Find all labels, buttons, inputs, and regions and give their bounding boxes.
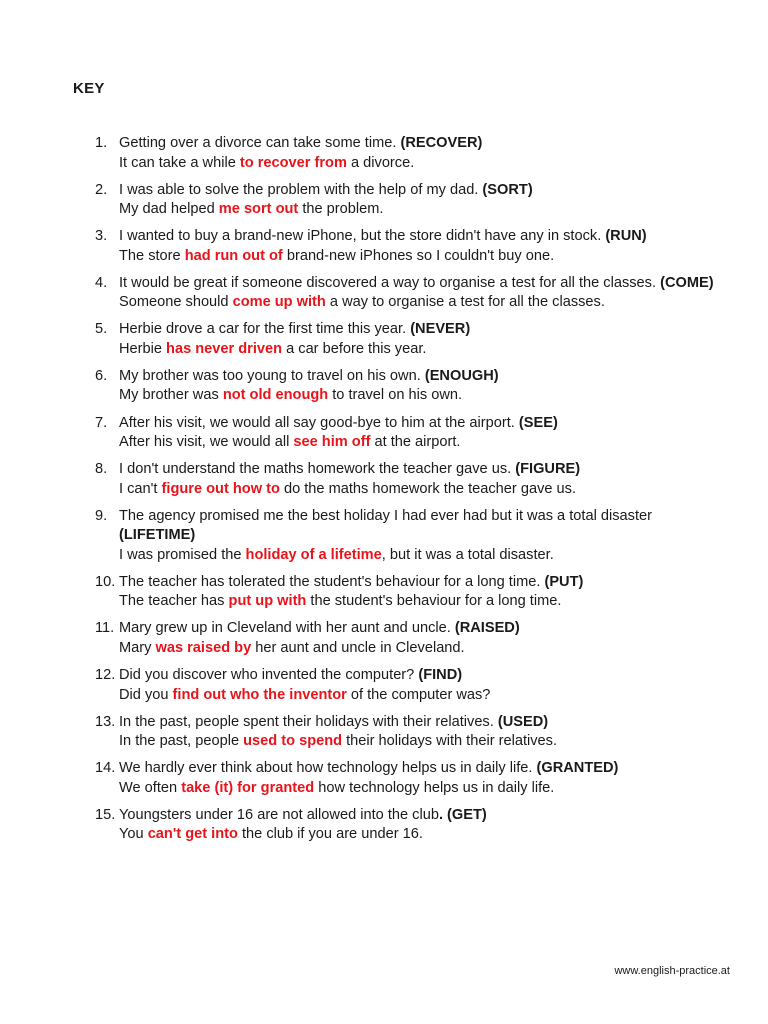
question-text: Did you discover who invented the computer? <box>119 667 419 684</box>
question-text: I don't understand the maths homework the teacher gave us. <box>119 461 516 478</box>
answer-suffix: a divorce. <box>346 154 415 171</box>
list-item <box>0 666 768 705</box>
question-text: In the past, people spent their holidays with their relatives. <box>119 713 498 730</box>
answer-suffix: her aunt and uncle in Cleveland. <box>251 639 465 656</box>
item-number: 14. <box>95 760 116 777</box>
answer-phrase: me sort out <box>218 201 299 218</box>
question-text: Getting over a divorce can take some time. <box>119 135 401 151</box>
answer-phrase: holiday of a lifetime <box>245 546 382 563</box>
item-number: 13. <box>95 713 116 730</box>
answer-suffix: the club if you are under 16. <box>237 826 423 843</box>
list-item <box>0 713 768 752</box>
answer-phrase: not old enough <box>222 387 329 404</box>
item-number: 11. <box>95 620 115 637</box>
answer-prefix: We often <box>119 779 182 796</box>
list-item <box>0 759 768 798</box>
answer-suffix: of the computer was? <box>346 686 491 703</box>
list-item <box>0 414 768 453</box>
answer-prefix: My dad helped <box>119 201 219 218</box>
answer-suffix: a car before this year. <box>282 340 427 357</box>
item-number: 10. <box>95 573 116 590</box>
question-text: It would be great if someone discovered a way to organise a test for all the classes. <box>119 274 661 291</box>
footer-website: www.english-practice.at <box>614 965 730 977</box>
question-text: The agency promised me the best holiday I had ever had but it was a total disaster <box>119 507 652 524</box>
answer-suffix: brand-new iPhones so I couldn't buy one. <box>282 247 555 264</box>
answer-prefix: Did you <box>119 686 173 703</box>
item-number: 2. <box>95 181 108 198</box>
question-text: Mary grew up in Cleveland with her aunt and uncle. <box>119 620 455 637</box>
keyword: (SEE) <box>518 414 558 431</box>
list-item <box>0 573 768 612</box>
keyword: (NEVER) <box>410 321 471 338</box>
keyword: (ENOUGH) <box>424 367 499 384</box>
answer-phrase: take (it) for granted <box>181 779 315 796</box>
answer-suffix: , but it was a total disaster. <box>381 546 554 563</box>
answer-phrase: find out who the inventor <box>172 686 347 703</box>
answer-prefix: It can take a while <box>119 154 240 171</box>
keyword: (FIGURE) <box>515 461 581 478</box>
keyword: (RUN) <box>605 228 647 245</box>
question-text: I was able to solve the problem with the help of my dad. <box>119 181 483 198</box>
answer-suffix: the student's behaviour for a long time. <box>306 593 562 610</box>
list-item <box>0 274 768 313</box>
answer-suffix: at the airport. <box>370 434 461 451</box>
question-text: After his visit, we would all say good-bye to him at the airport. <box>119 414 519 431</box>
keyword: (USED) <box>497 713 549 730</box>
answer-phrase: can't get into <box>147 826 238 843</box>
question-text: My brother was too young to travel on his own. <box>119 367 425 384</box>
page-title: KEY <box>73 80 105 97</box>
answer-suffix: do the maths homework the teacher gave us. <box>279 480 576 497</box>
answer-phrase: has never driven <box>166 340 283 357</box>
answer-phrase: had run out of <box>184 247 283 264</box>
answer-phrase: come up with <box>232 294 326 311</box>
question-text: We hardly ever think about how technology helps us in daily life. <box>119 760 537 777</box>
list-item <box>0 507 768 566</box>
keyword: (SORT) <box>482 181 533 198</box>
keyword: (PUT) <box>544 573 584 590</box>
answer-prefix: You <box>119 826 148 843</box>
answer-prefix: In the past, people <box>119 733 244 750</box>
keyword: (FIND) <box>418 667 463 684</box>
keyword: (GRANTED) <box>536 760 619 777</box>
item-number: 4. <box>95 274 108 291</box>
item-number: 12. <box>95 667 116 684</box>
question-text: The teacher has tolerated the student's behaviour for a long time. <box>119 573 545 590</box>
item-number: 9. <box>95 507 108 524</box>
list-item <box>0 320 768 359</box>
item-number: 15. <box>95 806 116 823</box>
item-number: 5. <box>95 321 108 338</box>
keyword: (RAISED) <box>454 620 520 637</box>
keyword: (RECOVER) <box>400 135 483 151</box>
answer-phrase: used to spend <box>243 733 343 750</box>
item-number: 6. <box>95 367 108 384</box>
answer-phrase: see him off <box>293 434 371 451</box>
answer-phrase: to recover from <box>239 154 347 171</box>
item-number: 3. <box>95 228 108 245</box>
answer-prefix: My brother was <box>119 387 223 404</box>
answer-suffix: how technology helps us in daily life. <box>314 779 555 796</box>
answer-prefix: I was promised the <box>119 546 246 563</box>
answer-suffix: to travel on his own. <box>328 387 463 404</box>
item-number: 7. <box>95 414 108 431</box>
keyword: . (GET) <box>438 806 487 823</box>
list-item <box>0 806 768 845</box>
answer-suffix: the problem. <box>298 201 384 218</box>
answer-prefix: Someone should <box>119 294 233 311</box>
list-item <box>0 227 768 266</box>
list-item <box>0 367 768 406</box>
answer-phrase: was raised by <box>155 639 252 656</box>
question-text: Herbie drove a car for the first time this year. <box>119 321 411 338</box>
question-text: I wanted to buy a brand-new iPhone, but the store didn't have any in stock. <box>119 228 606 245</box>
answer-phrase: put up with <box>228 593 307 610</box>
item-number: 1. <box>95 135 108 151</box>
list-item <box>0 181 768 220</box>
keyword: (LIFETIME) <box>119 527 196 544</box>
keyword: (COME) <box>660 274 714 291</box>
item-number: 8. <box>95 461 108 478</box>
list-item <box>0 619 768 658</box>
answer-prefix: The teacher has <box>119 593 229 610</box>
answer-suffix: a way to organise a test for all the classes. <box>325 294 605 311</box>
answer-suffix: their holidays with their relatives. <box>342 733 558 750</box>
answer-prefix: Mary <box>119 639 156 656</box>
list-item <box>0 134 768 173</box>
answer-prefix: I can't <box>119 480 162 497</box>
answer-prefix: After his visit, we would all <box>119 434 294 451</box>
answer-prefix: The store <box>119 247 185 264</box>
list-item <box>0 460 768 499</box>
answer-phrase: figure out how to <box>161 480 280 497</box>
answer-prefix: Herbie <box>119 340 167 357</box>
answer-key-list <box>0 134 768 852</box>
question-text: Youngsters under 16 are not allowed into the club <box>119 806 439 823</box>
